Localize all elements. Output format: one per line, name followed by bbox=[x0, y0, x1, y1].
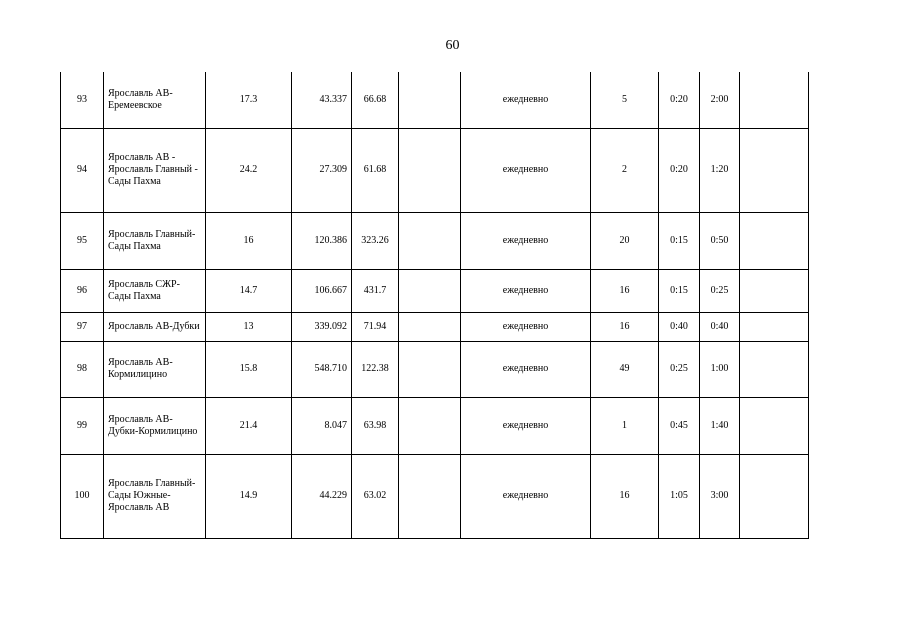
duration-cell: 2:00 bbox=[700, 72, 740, 128]
schedule-cell: ежедневно bbox=[461, 128, 591, 212]
empty-cell bbox=[399, 128, 461, 212]
route-name-cell bbox=[104, 312, 206, 341]
trips-cell: 5 bbox=[591, 72, 659, 128]
empty-cell bbox=[399, 312, 461, 341]
revenue-cell: 63.98 bbox=[352, 397, 399, 454]
empty-cell bbox=[399, 72, 461, 128]
empty-cell bbox=[399, 454, 461, 538]
route-length-cell: 14.7 bbox=[206, 269, 292, 312]
route-number-cell: 95 bbox=[61, 212, 104, 269]
route-length-cell: 16 bbox=[206, 212, 292, 269]
empty-cell bbox=[399, 212, 461, 269]
empty-cell bbox=[740, 128, 809, 212]
interval-cell: 1:05 bbox=[659, 454, 700, 538]
passengers-cell: 120.386 bbox=[292, 212, 352, 269]
duration-cell: 1:20 bbox=[700, 128, 740, 212]
route-name-cell bbox=[104, 397, 206, 454]
revenue-cell: 71.94 bbox=[352, 312, 399, 341]
table-row bbox=[61, 128, 809, 212]
route-name: Ярославль АВ-Дубки-Кормилицино bbox=[108, 413, 198, 437]
table-row bbox=[61, 312, 809, 341]
revenue-cell: 323.26 bbox=[352, 212, 399, 269]
route-name: Ярославль АВ-Кормилицино bbox=[108, 357, 173, 380]
empty-cell bbox=[399, 269, 461, 312]
table-row bbox=[61, 454, 809, 538]
table-row bbox=[61, 269, 809, 312]
duration-cell: 0:25 bbox=[700, 269, 740, 312]
route-name: Ярославль АВ-Еремеевское bbox=[108, 87, 173, 111]
route-number-cell: 99 bbox=[61, 397, 104, 454]
empty-cell bbox=[399, 341, 461, 397]
passengers-cell: 27.309 bbox=[292, 128, 352, 212]
route-name-cell bbox=[104, 212, 206, 269]
schedule-cell: ежедневно bbox=[461, 212, 591, 269]
table-row bbox=[61, 212, 809, 269]
trips-cell: 16 bbox=[591, 312, 659, 341]
passengers-cell: 44.229 bbox=[292, 454, 352, 538]
table-row bbox=[61, 72, 809, 128]
schedule-cell: ежедневно bbox=[461, 397, 591, 454]
routes-table bbox=[60, 72, 809, 539]
duration-cell: 1:00 bbox=[700, 341, 740, 397]
route-length-cell: 17.3 bbox=[206, 72, 292, 128]
schedule-cell: ежедневно bbox=[461, 341, 591, 397]
revenue-cell: 66.68 bbox=[352, 72, 399, 128]
table-row bbox=[61, 341, 809, 397]
route-number-cell: 96 bbox=[61, 269, 104, 312]
route-name-cell bbox=[104, 128, 206, 212]
trips-cell: 2 bbox=[591, 128, 659, 212]
route-length-cell: 13 bbox=[206, 312, 292, 341]
interval-cell: 0:20 bbox=[659, 72, 700, 128]
passengers-cell: 43.337 bbox=[292, 72, 352, 128]
trips-cell: 1 bbox=[591, 397, 659, 454]
trips-cell: 16 bbox=[591, 454, 659, 538]
duration-cell: 0:40 bbox=[700, 312, 740, 341]
revenue-cell: 61.68 bbox=[352, 128, 399, 212]
interval-cell: 0:25 bbox=[659, 341, 700, 397]
route-number-cell: 97 bbox=[61, 312, 104, 341]
empty-cell bbox=[740, 341, 809, 397]
duration-cell: 0:50 bbox=[700, 212, 740, 269]
trips-cell: 20 bbox=[591, 212, 659, 269]
trips-cell: 16 bbox=[591, 269, 659, 312]
route-number-cell: 94 bbox=[61, 128, 104, 212]
empty-cell bbox=[740, 269, 809, 312]
empty-cell bbox=[399, 397, 461, 454]
duration-cell: 1:40 bbox=[700, 397, 740, 454]
schedule-cell: ежедневно bbox=[461, 72, 591, 128]
passengers-cell: 8.047 bbox=[292, 397, 352, 454]
interval-cell: 0:40 bbox=[659, 312, 700, 341]
route-name: Ярославль АВ-Дубки bbox=[108, 320, 200, 332]
route-length-cell: 24.2 bbox=[206, 128, 292, 212]
table-row bbox=[61, 397, 809, 454]
route-name-cell bbox=[104, 72, 206, 128]
route-number-cell: 98 bbox=[61, 341, 104, 397]
trips-cell: 49 bbox=[591, 341, 659, 397]
passengers-cell: 339.092 bbox=[292, 312, 352, 341]
route-number-cell: 100 bbox=[61, 454, 104, 538]
empty-cell bbox=[740, 72, 809, 128]
interval-cell: 0:20 bbox=[659, 128, 700, 212]
route-name-cell bbox=[104, 269, 206, 312]
page-number: 60 bbox=[445, 38, 460, 53]
empty-cell bbox=[740, 312, 809, 341]
revenue-cell: 63.02 bbox=[352, 454, 399, 538]
empty-cell bbox=[740, 454, 809, 538]
route-length-cell: 14.9 bbox=[206, 454, 292, 538]
interval-cell: 0:45 bbox=[659, 397, 700, 454]
schedule-cell: ежедневно bbox=[461, 454, 591, 538]
revenue-cell: 122.38 bbox=[352, 341, 399, 397]
route-length-cell: 15.8 bbox=[206, 341, 292, 397]
route-name: Ярославль АВ - Ярославль Главный - Сады Пахма bbox=[108, 152, 198, 187]
passengers-cell: 106.667 bbox=[292, 269, 352, 312]
empty-cell bbox=[740, 212, 809, 269]
interval-cell: 0:15 bbox=[659, 212, 700, 269]
route-length-cell: 21.4 bbox=[206, 397, 292, 454]
duration-cell: 3:00 bbox=[700, 454, 740, 538]
route-name: Ярославль Главный-Сады Южные-Ярославль АВ bbox=[108, 478, 196, 513]
route-number-cell: 93 bbox=[61, 72, 104, 128]
schedule-cell: ежедневно bbox=[461, 269, 591, 312]
empty-cell bbox=[740, 397, 809, 454]
interval-cell: 0:15 bbox=[659, 269, 700, 312]
route-name: Ярославль Главный-Сады Пахма bbox=[108, 228, 196, 252]
route-name-cell bbox=[104, 454, 206, 538]
route-name-cell bbox=[104, 341, 206, 397]
revenue-cell: 431.7 bbox=[352, 269, 399, 312]
schedule-cell: ежедневно bbox=[461, 312, 591, 341]
route-name: Ярославль СЖР-Сады Пахма bbox=[108, 278, 180, 302]
passengers-cell: 548.710 bbox=[292, 341, 352, 397]
